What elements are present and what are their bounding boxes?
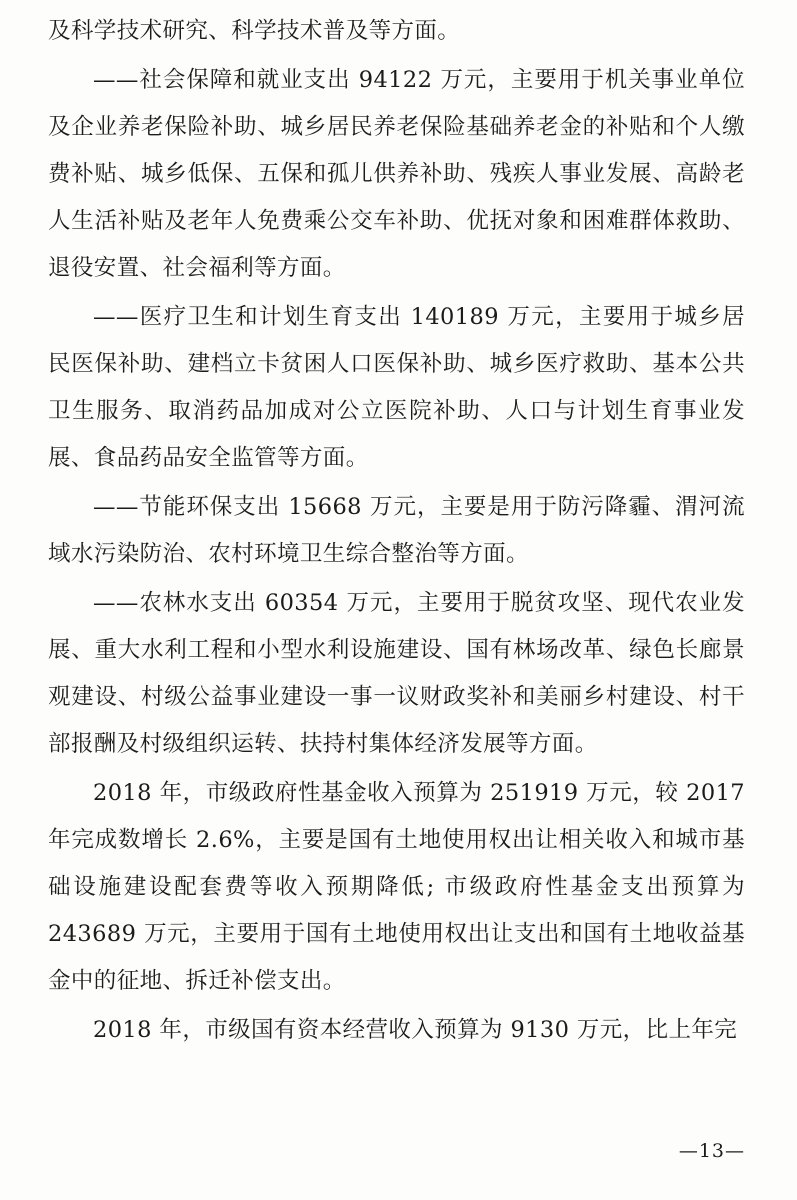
paragraph-agriculture-forestry-water: ——农林水支出 60354 万元，主要用于脱贫攻坚、现代农业发展、重大水利工程和小型水利设施建设、国有林场改革、绿色长廊景观建设、村级公益事业建设一事一议财政奖补和美丽乡村建设、村干部报酬及村级组织运转、扶持村集体经济发展等方面。: [48, 590, 745, 757]
paragraph-government-fund-budget: 2018 年，市级政府性基金收入预算为 251919 万元，较 2017 年完成数增长 2.6%，主要是国有土地使用权出让相关收入和城市基础设施建设配套费等收入预期降低; 市级政府性基金支出预算为 243689 万元，主要用于国有土地使用权出让支出和国有土地收益基金中的征地、拆迁补偿支出。: [48, 780, 745, 994]
paragraph-health-family-planning: ——医疗卫生和计划生育支出 140189 万元，主要用于城乡居民医保补助、建档立卡贫困人口医保补助、城乡医疗救助、基本公共卫生服务、取消药品加成对公立医院补助、人口与计划生育事业发展、食品药品安全监管等方面。: [48, 304, 745, 471]
paragraph-social-security: ——社会保障和就业支出 94122 万元，主要用于机关事业单位及企业养老保险补助、城乡居民养老保险基础养老金的补贴和个人缴费补贴、城乡低保、五保和孤儿供养补助、残疾人事业发展、高龄老人生活补贴及老年人免费乘公交车补助、优抚对象和困难群体救助、退役安置、社会福利等方面。: [48, 67, 745, 281]
paragraph-continued-science: 及科学技术研究、科学技术普及等方面。: [48, 18, 461, 44]
paragraph-energy-environment: ——节能环保支出 15668 万元，主要是用于防污降霾、渭河流域水污染防治、农村环境卫生综合整治等方面。: [48, 494, 745, 567]
page-number: —13—: [678, 1140, 745, 1162]
paragraph-state-capital-operation: 2018 年，市级国有资本经营收入预算为 9130 万元，比上年完: [93, 1017, 738, 1043]
document-body: [48, 8, 745, 1054]
